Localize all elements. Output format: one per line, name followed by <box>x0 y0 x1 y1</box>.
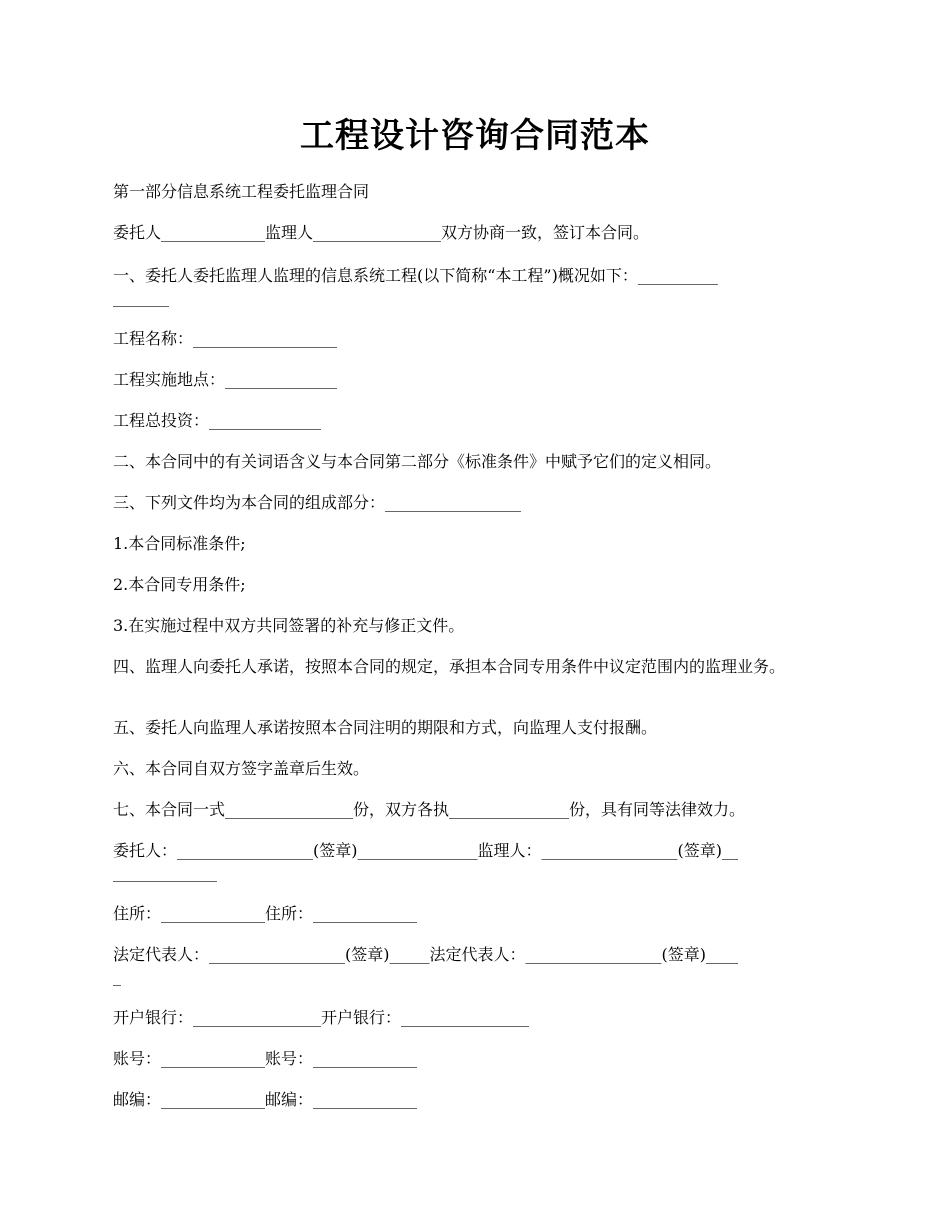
clause-6: 六、本合同自双方签字盖章后生效。 <box>113 759 370 778</box>
clause-3: 三、下列文件均为本合同的组成部分：_________________ <box>113 493 522 512</box>
section-heading: 第一部分信息系统工程委托监理合同 <box>113 182 370 201</box>
address-line: 住所：_____________住所：_____________ <box>113 904 418 923</box>
clause-4: 四、监理人向委托人承诺，按照本合同的规定，承担本合同专用条件中议定范围内的监理业务。 <box>113 657 786 676</box>
clause-7: 七、本合同一式________________份，双方各执_______________份，具有同等法律效力。 <box>113 800 746 819</box>
signature-line: 委托人：_________________(签章)_______________监理人：_________________(签章)__ <box>113 841 738 860</box>
list-item-2: 2.本合同专用条件; <box>113 575 246 594</box>
clause-1: 一、委托人委托监理人监理的信息系统工程(以下简称“本工程”)概况如下：__________ <box>113 266 718 285</box>
signature-line-continued: _____________ <box>113 863 217 882</box>
list-item-3: 3.在实施过程中双方共同签署的补充与修正文件。 <box>113 616 465 635</box>
clause-2: 二、本合同中的有关词语含义与本合同第二部分《标准条件》中赋予它们的定义相同。 <box>113 452 722 471</box>
project-location-field: 工程实施地点：______________ <box>113 370 338 389</box>
document-title: 工程设计咨询合同范本 <box>300 116 650 156</box>
account-line: 账号：_____________账号：_____________ <box>113 1049 418 1068</box>
legal-rep-line: 法定代表人：_________________(签章)_____法定代表人：_________________(签章)____ <box>113 945 738 964</box>
project-name-field: 工程名称：__________________ <box>113 329 338 348</box>
parties-line: 委托人_____________监理人________________双方协商一致，签订本合同。 <box>113 223 650 242</box>
clause-5: 五、委托人向监理人承诺按照本合同注明的期限和方式，向监理人支付报酬。 <box>113 718 658 737</box>
legal-rep-line-continued: _ <box>113 967 121 986</box>
project-investment-field: 工程总投资：______________ <box>113 411 322 430</box>
postcode-line: 邮编：_____________邮编：_____________ <box>113 1090 418 1109</box>
clause-1-continued: _______ <box>113 288 169 307</box>
bank-line: 开户银行：________________开户银行：________________ <box>113 1008 530 1027</box>
list-item-1: 1.本合同标准条件; <box>113 534 246 553</box>
